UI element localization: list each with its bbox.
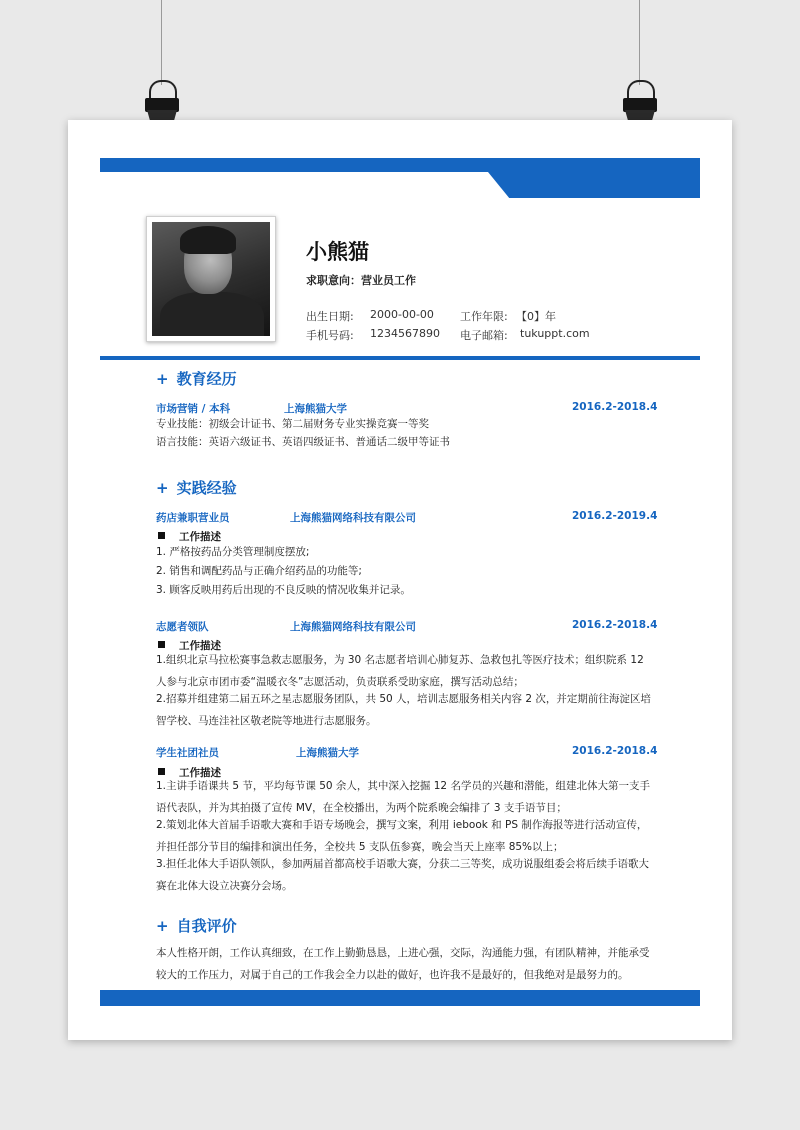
job-desc-label: 工作描述 [158,638,221,653]
job-item: 1.主讲手语课共 5 节，平均每节课 50 余人，其中深入挖掘 12 名学员的兴趣和潜能，组建北体大第一支手语代表队，并为其拍摄了宣传 MV，在全校播出，为两个院系晚会编排了 3 支手语节目； [156,780,650,814]
job-item: 1.组织北京马拉松赛事急救志愿服务，为 30 名志愿者培训心肺复苏、急救包扎等医疗技术；组织院系 12 人参与北京市团市委“温暖衣冬”志愿活动，负责联系受助家庭，撰写活动总结； [156,654,644,688]
job-role: 志愿者领队 [156,621,209,633]
birth-label: 出生日期: [306,310,354,323]
job-company: 上海熊猫大学 [296,747,359,759]
years-value: 【0】年 [516,310,556,323]
section-education-title: + 教育经历 [156,370,237,388]
section-marker-icon: + [156,370,169,388]
section-self-title: + 自我评价 [156,917,237,935]
edu-line: 语言技能：英语六级证书、英语四级证书、普通话二级甲等证书 [156,436,450,448]
job-intent: 求职意向：营业员工作 [306,274,416,287]
job-date: 2016.2-2018.4 [572,745,658,757]
avatar [146,216,276,342]
header-divider [100,356,700,360]
job-item: 2.策划北体大首届手语歌大赛和手语专场晚会，撰写文案，利用 iebook 和 PS 制作海报等进行活动宣传，并担任部分节目的编排和演出任务，全校共 5 支队伍参赛，晚会当天上座率 85%以上； [156,819,648,853]
job-item: 2. 销售和调配药品与正确介绍药品的功能等; [156,565,362,577]
job-date: 2016.2-2018.4 [572,619,658,631]
edu-line: 专业技能：初级会计证书、第二届财务专业实操竞赛一等奖 [156,418,429,430]
section-practice-title: + 实践经验 [156,479,237,497]
job-company: 上海熊猫网络科技有限公司 [290,621,416,633]
job-item: 3. 顾客反映用药后出现的不良反映的情况收集并记录。 [156,584,411,596]
footer-bar [100,990,700,1006]
job-desc-label: 工作描述 [158,765,221,780]
self-evaluation-text: 本人性格开朗，工作认真细致，在工作上勤勤恳恳，上进心强，交际，沟通能力强，有团队精神，并能承受较大的工作压力，对属于自己的工作我会全力以赴的做好，也许我不是最好的，但我绝对是最努力的。 [156,947,650,981]
hanging-wire-left [161,0,162,85]
job-role: 学生社团社员 [156,747,219,759]
email-value: tukuppt.com [520,327,590,340]
header-bar-slant [488,172,700,198]
section-marker-icon: + [156,917,169,935]
job-date: 2016.2-2019.4 [572,510,658,522]
job-item: 1. 严格按药品分类管理制度摆放; [156,546,310,558]
years-label: 工作年限: [460,310,508,323]
phone-label: 手机号码: [306,329,354,342]
section-marker-icon: + [156,479,169,497]
portrait-photo [152,222,270,336]
job-item: 2.招募并组建第二届五环之星志愿服务团队，共 50 人，培训志愿服务相关内容 2 次，并定期前往海淀区培智学校、马连洼社区敬老院等地进行志愿服务。 [156,693,651,727]
job-role: 药店兼职营业员 [156,512,230,524]
edu-major: 市场营销 / 本科 [156,403,231,415]
resume-paper [68,120,732,1040]
job-company: 上海熊猫网络科技有限公司 [290,512,416,524]
email-label: 电子邮箱: [460,329,508,342]
job-item: 3.担任北体大手语队领队，参加两届首都高校手语歌大赛，分获二三等奖，成功说服组委会将后续手语歌大赛在北体大设立决赛分会场。 [156,858,650,892]
hanging-wire-right [639,0,640,85]
header-bar [100,158,700,172]
candidate-name: 小熊猫 [306,240,369,264]
job-desc-label: 工作描述 [158,529,221,544]
edu-date: 2016.2-2018.4 [572,401,658,413]
edu-school: 上海熊猫大学 [284,403,347,415]
birth-value: 2000-00-00 [370,308,434,321]
phone-value: 1234567890 [370,327,440,340]
